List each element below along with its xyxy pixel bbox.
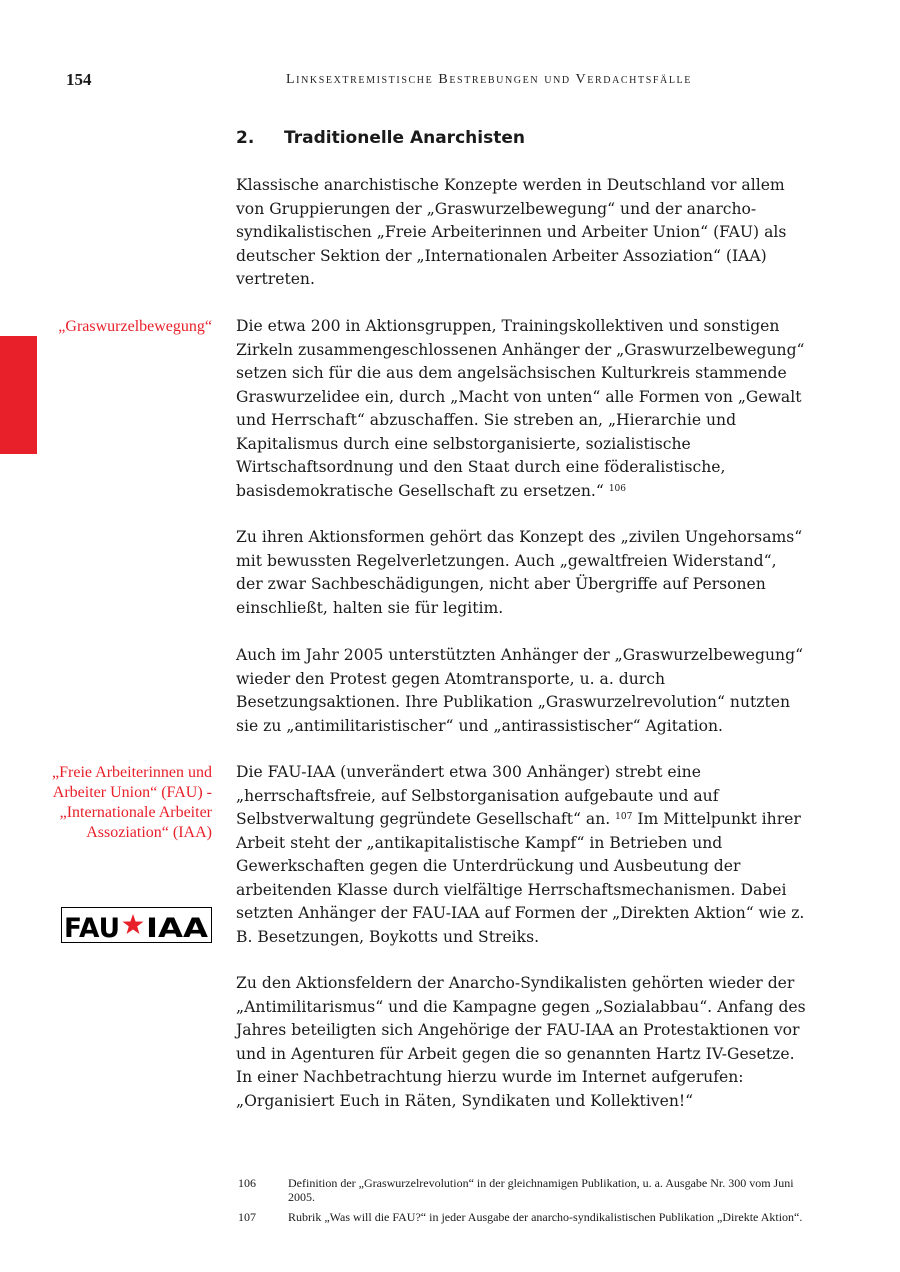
section-heading (236, 128, 525, 148)
footnote-number: 107 (238, 1210, 256, 1224)
section-title: Traditionelle Anarchisten (284, 128, 525, 148)
paragraph-text: Die FAU-IAA (unverändert etwa 300 Anhänger) strebt eine „herrschaftsfreie, auf Selbstorganisation aufgebaute und auf Selbstverwaltung gegründete Gesellschaft“ an. (236, 763, 719, 828)
logo-text-iaa: IAA (146, 913, 209, 942)
paragraph-2005: Auch im Jahr 2005 unterstützten Anhänger der „Graswurzelbewegung“ wieder den Protest gegen Atomtransporte, u. a. durch Besetzungsaktionen. Ihre Publikation „Graswurzelrevolution“ nutzten sie zu „antimilitaristischer“ und „antirassistischer“ Agitation. (236, 646, 804, 735)
logo-text-fau: FAU (64, 913, 120, 942)
red-margin-tab (0, 336, 37, 454)
paragraph-aktionsformen: Zu ihren Aktionsformen gehört das Konzept des „zivilen Ungehorsams“ mit bewussten Regelverletzungen. Auch „gewaltfreien Widerstand“, der zwar Sachbeschädigungen, nicht aber Übergriffe auf Personen einschließt, halten sie für legitim. (236, 528, 803, 617)
paragraph-aktionsfelder: Zu den Aktionsfeldern der Anarcho-Syndikalisten gehörten wieder der „Antimilitarismus“ und die Kampagne gegen „Sozialabbau“. Anfang des Jahres beteiligten sich Angehörige der FAU-IAA an Protestaktionen vor und in Agenturen für Arbeit gegen die so genannten Hartz IV-Gesetze. In einer Nachbetrachtung hierzu wurde im Internet aufgerufen: „Organisiert Euch in Räten, Syndikaten und Kollektiven!“ (236, 974, 806, 1110)
paragraph-fau (236, 761, 808, 949)
footnote-text: Rubrik „Was will die FAU?“ in jeder Ausgabe der anarcho-syndikalistischen Publikation „Direkte Aktion“. (288, 1210, 803, 1224)
margin-note-fau: „Freie Arbeiterinnen und Arbeiter Union“ (FAU) - „Internationale Arbeiter Assoziation“ (IAA) (52, 764, 212, 841)
fau-iaa-logo (61, 907, 212, 943)
footnote-107 (238, 1210, 808, 1224)
paragraph-text: Die etwa 200 in Aktionsgruppen, Trainingskollektiven und sonstigen Zirkeln zusammengeschlossenen Anhänger der „Graswurzelbewegung“ setzen sich für die aus dem angelsächsischen Kulturkreis stammende Graswurzelidee ein, durch „Macht von unten“ alle Formen von „Gewalt und Herrschaft“ abzuschaffen. Sie streben an, „Hierarchie und Kapitalismus durch eine selbstorganisierte, sozialistische Wirtschaftsordnung und den Staat durch eine föderalistische, basisdemokratische Gesellschaft zu ersetzen.“ (236, 317, 805, 500)
section-number: 2. (236, 128, 255, 148)
footnote-text: Definition der „Graswurzelrevolution“ in der gleichnamigen Publikation, u. a. Ausgabe Nr. 300 vom Juni 2005. (288, 1176, 794, 1204)
footnote-ref-107[interactable]: 107 (615, 812, 633, 822)
logo-star-icon (123, 914, 144, 934)
footnote-ref-106[interactable]: 106 (608, 483, 627, 494)
paragraph-text: Im Mittelpunkt ihrer Arbeit steht der „antikapitalistische Kampf“ in Betrieben und Gewerkschaften gegen die Unterdrückung und Ausbeutung der arbeitenden Klasse durch vielfältige Herrschaftsmechanismen. Dabei setzten Anhänger der FAU-IAA auf Formen der „Direkten Aktion“ wie z. B. Besetzungen, Boykotts und Streiks. (236, 810, 805, 946)
running-title: Linksextremistische Bestrebungen und Verdachtsfälle (286, 72, 692, 87)
margin-note-graswurzel: „Graswurzelbewegung“ (58, 318, 212, 335)
footnote-106 (238, 1176, 808, 1204)
paragraph-intro: Klassische anarchistische Konzepte werden in Deutschland vor allem von Gruppierungen der „Graswurzelbewegung“ und der anarcho-syndikalistischen „Freie Arbeiterinnen und Arbeiter Union“ (FAU) als deutscher Sektion der „Internationalen Arbeiter Assoziation“ (IAA) vertreten. (236, 176, 787, 288)
page-number: 154 (66, 70, 92, 89)
footnote-number: 106 (238, 1176, 256, 1190)
paragraph-graswurzel (236, 315, 808, 503)
